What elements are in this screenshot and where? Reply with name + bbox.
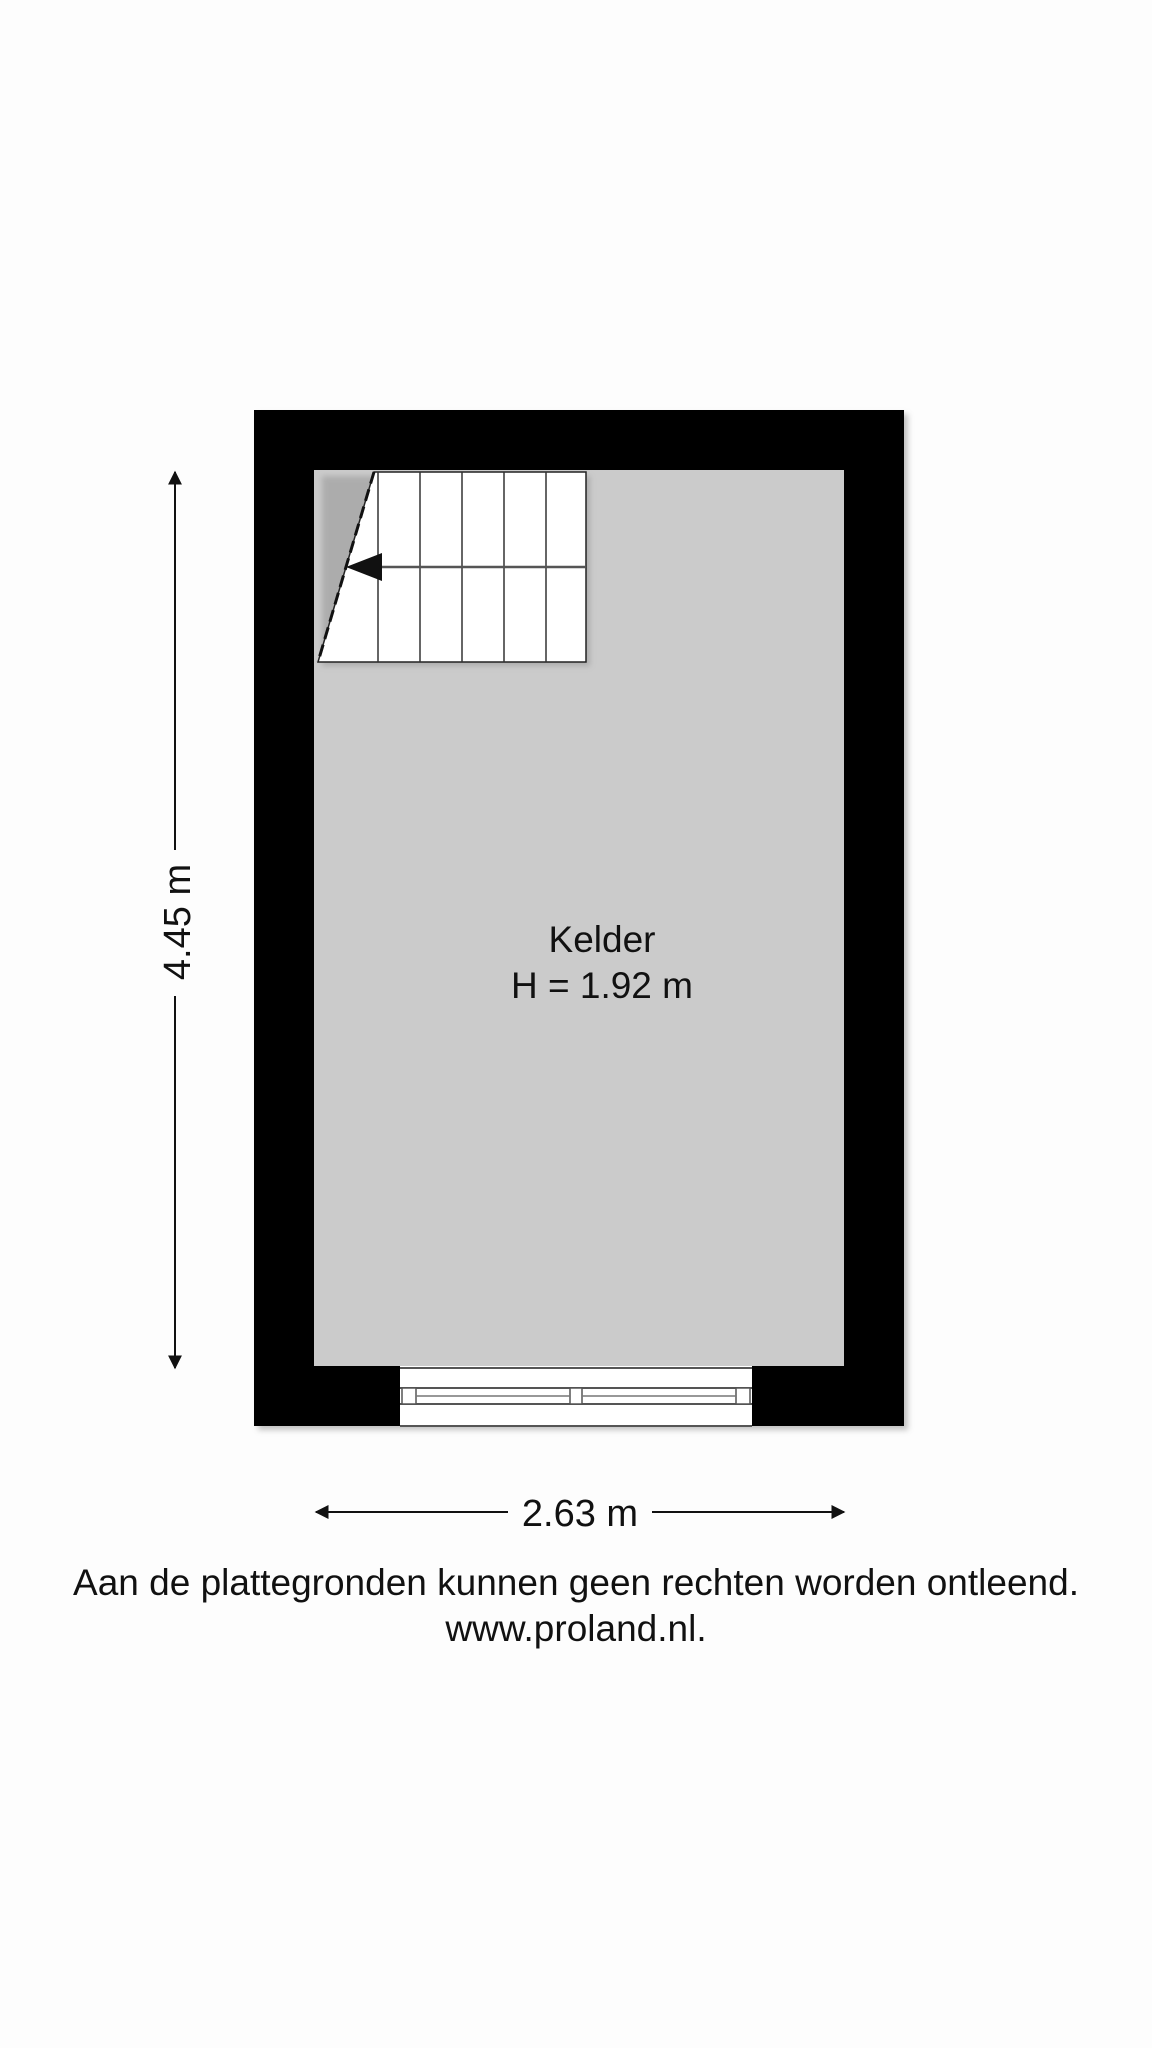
disclaimer-text: Aan de plattegronden kunnen geen rechten worden ontleend. <box>73 1562 1079 1603</box>
depth-label: 4.45 m <box>157 863 199 981</box>
staircase <box>318 472 590 666</box>
depth-dimension <box>157 472 199 1368</box>
room-name: Kelder <box>548 919 656 960</box>
width-label: 2.63 m <box>521 1493 639 1535</box>
room-height: H = 1.92 m <box>510 965 694 1006</box>
website-text: www.proland.nl. <box>445 1608 707 1649</box>
width-dimension <box>316 1493 844 1535</box>
